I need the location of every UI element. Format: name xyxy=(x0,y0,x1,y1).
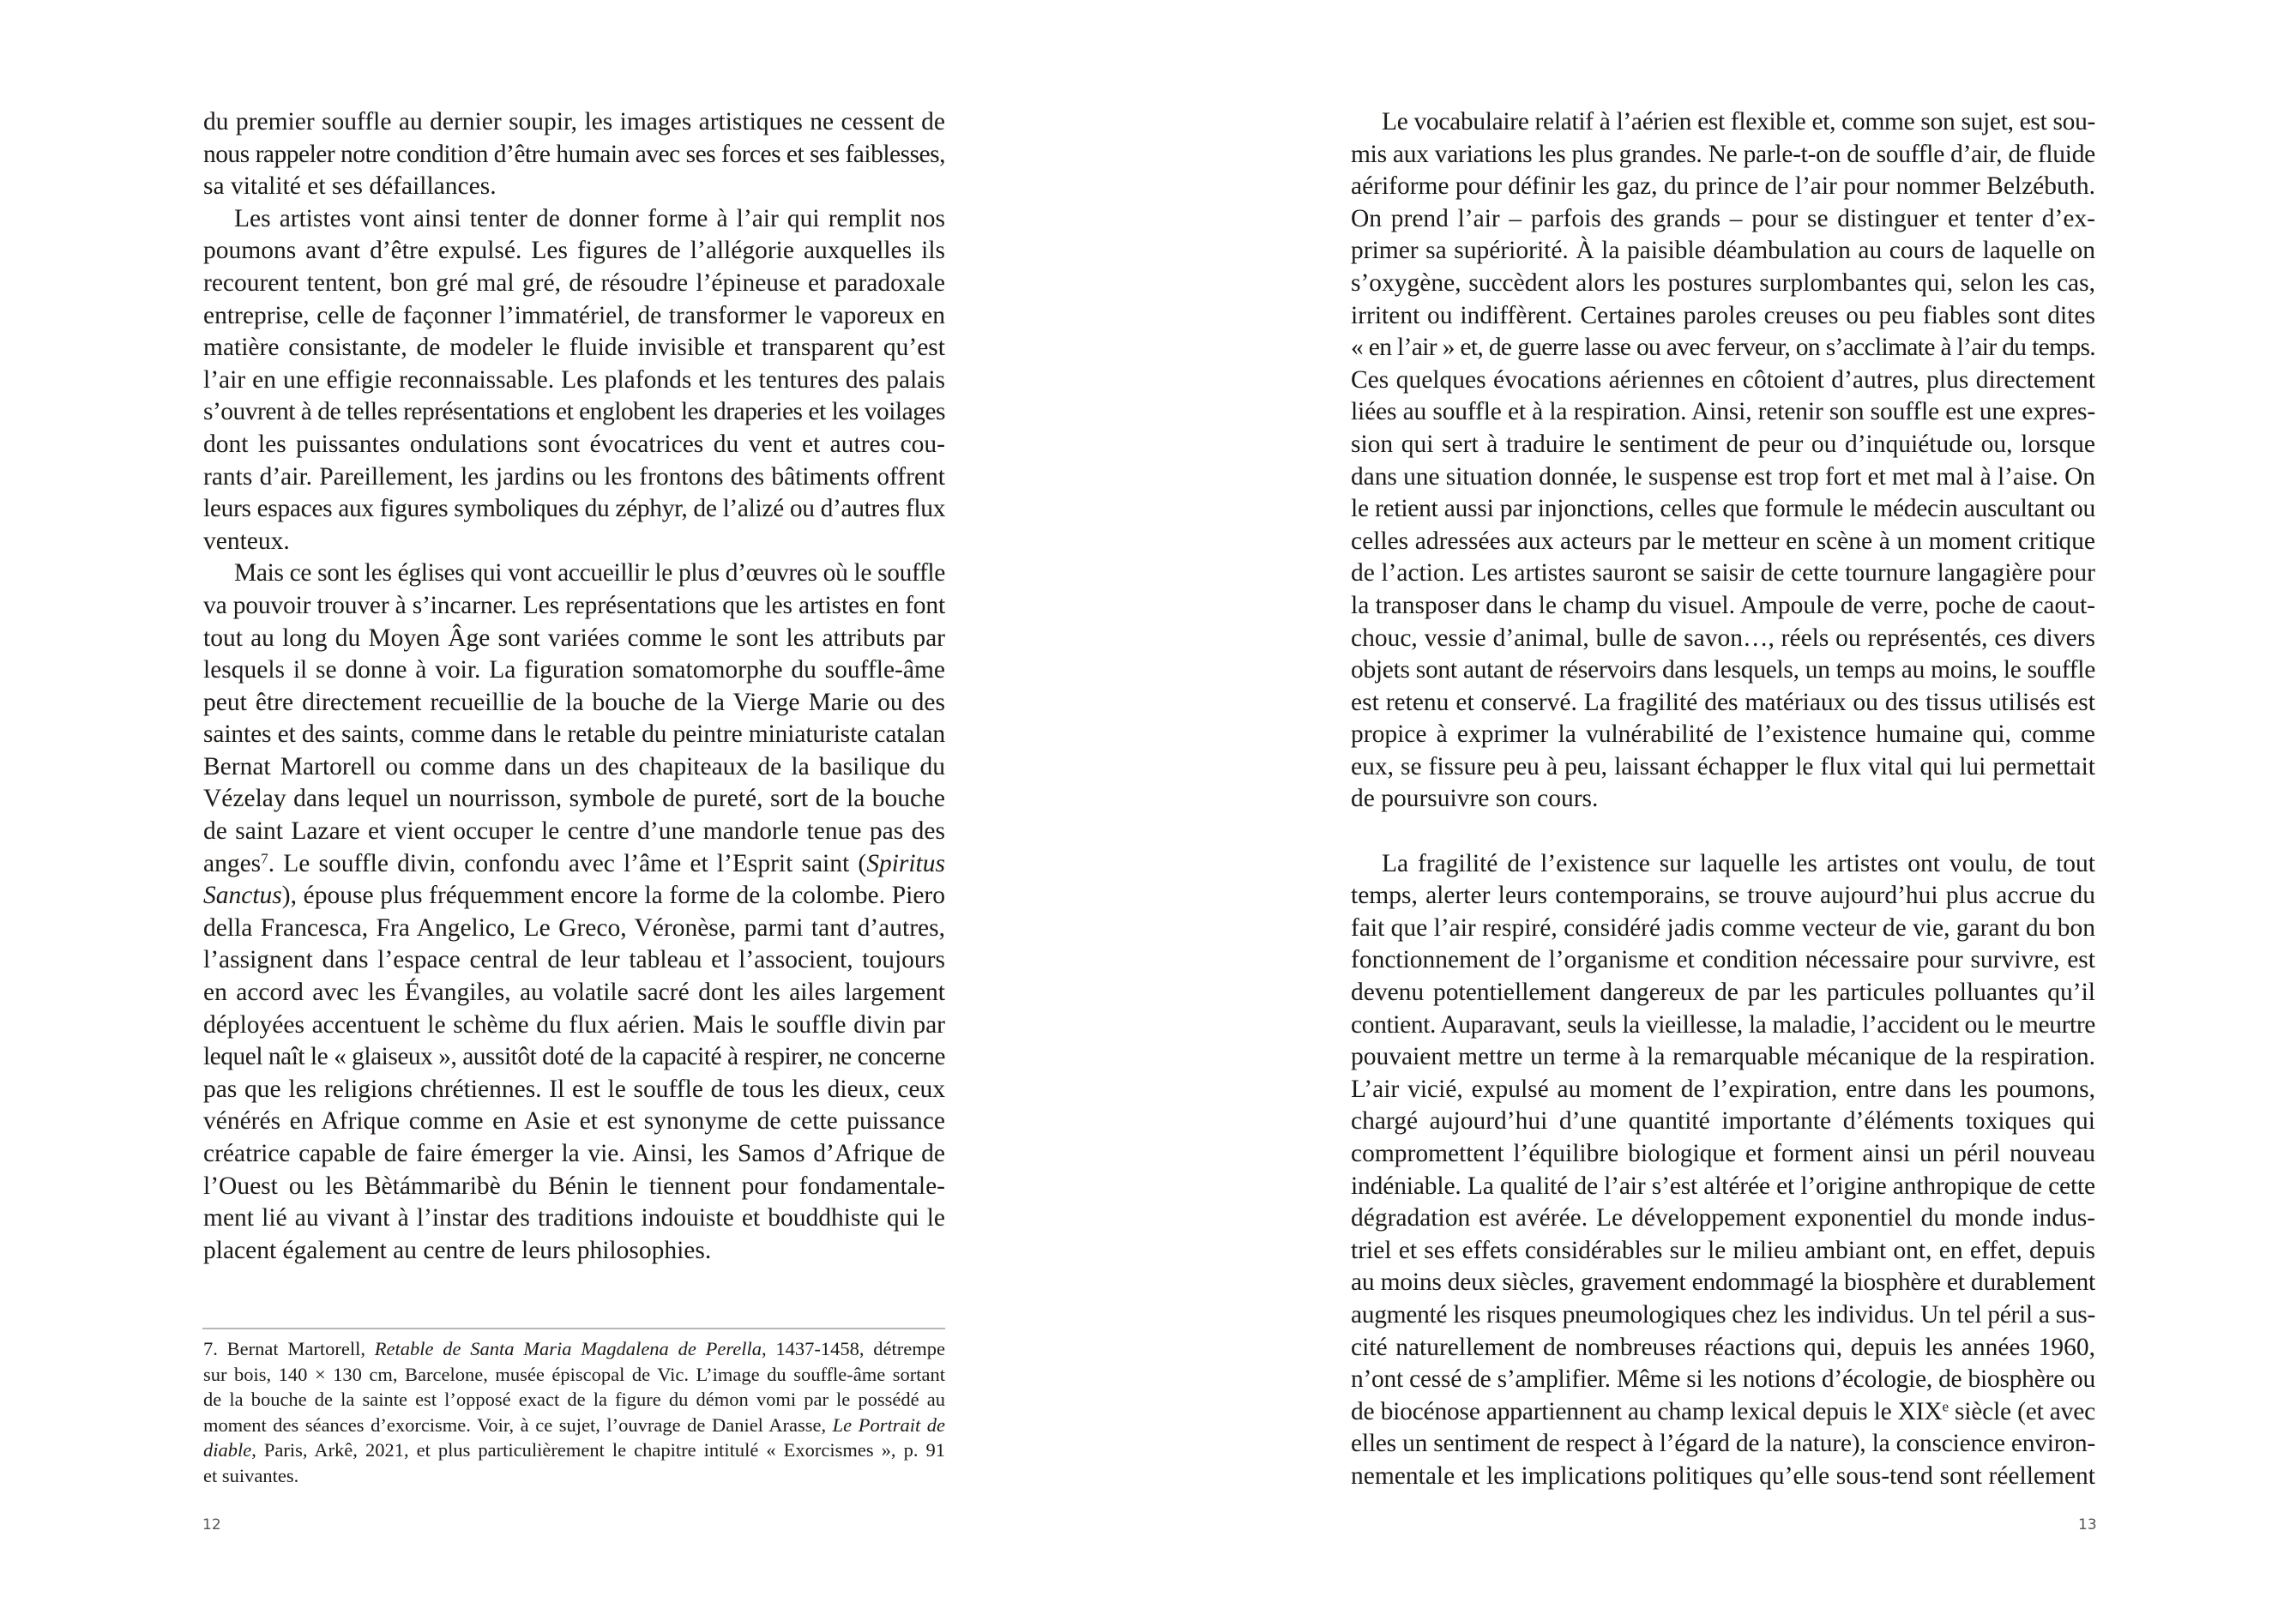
line-text: Mais ce sont les églises qui vont accueillir le plus d’œuvres où le souffle xyxy=(234,559,945,588)
line-text: va pouvoir trouver à s’incarner. Les représentations que les artistes en font xyxy=(203,591,945,619)
text-line xyxy=(203,461,945,494)
line-text: irritent ou indiffèrent. Certaines paroles creuses ou peu fiables sont dites xyxy=(1351,301,2095,329)
line-text: déployées accentuent le schème du flux aérien. Mais le souffle divin par xyxy=(203,1010,945,1039)
text-line xyxy=(203,944,945,977)
line-text: leurs espaces aux figures symboliques du zéphyr, de l’alizé ou d’autres flux xyxy=(203,495,945,523)
text-line xyxy=(203,203,945,236)
text-line xyxy=(1351,106,2095,139)
text-line xyxy=(1351,848,2095,881)
line-text: la transposer dans le champ du visuel. Ampoule de verre, poche de caout- xyxy=(1351,591,2095,619)
italic-text: Spiritus xyxy=(866,849,945,877)
text-line xyxy=(1351,1332,2095,1365)
text-line xyxy=(203,1235,945,1268)
text-line xyxy=(1351,235,2095,268)
text-line xyxy=(203,268,945,300)
line-text: augmenté les risques pneumologiques chez les individus. Un tel péril a sus- xyxy=(1351,1300,2095,1329)
page-number-right: 13 xyxy=(2078,1516,2097,1534)
text-line xyxy=(1351,557,2095,590)
text-line xyxy=(1351,526,2095,558)
footnote-line xyxy=(203,1387,945,1413)
line-text: venteux. xyxy=(203,527,290,555)
line-text: sa vitalité et ses défaillances. xyxy=(203,172,497,201)
text-line xyxy=(203,816,945,848)
text-line xyxy=(203,913,945,945)
line-text: pouvaient mettre un terme à la remarquable mécanique de la respiration. xyxy=(1351,1043,2095,1071)
text-line xyxy=(1351,268,2095,300)
line-text: l’Ouest ou les Bètámmaribè du Bénin le tiennent pour fondamentale- xyxy=(203,1172,945,1200)
line-text: dans une situation donnée, le suspense est trop fort et met mal à l’aise. On xyxy=(1351,462,2095,491)
text-line xyxy=(203,365,945,397)
line-text: est retenu et conservé. La fragilité des matériaux ou des tissus utilisés est xyxy=(1351,688,2095,716)
text-line xyxy=(1351,1396,2095,1429)
line-text: de poursuivre son cours. xyxy=(1351,785,1599,813)
line-text: aériforme pour définir les gaz, du prince de l’air pour nommer Belzébuth. xyxy=(1351,172,2095,201)
line-text: de l’action. Les artistes sauront se saisir de cette tournure langagière pour xyxy=(1351,559,2095,588)
line-text: « en l’air » et, de guerre lasse ou avec ferveur, on s’acclimate à l’air du temps. xyxy=(1351,334,2095,362)
text-line xyxy=(1351,977,2095,1009)
text-line xyxy=(203,848,945,881)
italic-title: Retable de Santa Maria Magdalena de Perella xyxy=(374,1338,762,1359)
text-line xyxy=(1351,880,2095,913)
line-text: Vézelay dans lequel un nourrisson, symbole de pureté, sort de la bouche xyxy=(203,785,945,813)
text-line xyxy=(203,687,945,720)
text-line xyxy=(203,1171,945,1203)
text-line xyxy=(1351,1267,2095,1299)
text-line xyxy=(1351,429,2095,461)
text-line xyxy=(1351,171,2095,203)
italic-title: diable xyxy=(203,1439,252,1461)
line-text: n’ont cessé de s’amplifier. Même si les notions d’écologie, de biosphère ou xyxy=(1351,1365,2095,1394)
text-line xyxy=(1351,1202,2095,1235)
text-line xyxy=(1351,1041,2095,1074)
line-text: de saint Lazare et vient occuper le centre d’une mandorle tenue pas des xyxy=(203,817,945,846)
footnote-text: moment des séances d’exorcisme. Voir, à ce sujet, l’ouvrage de Daniel Arasse, xyxy=(203,1413,833,1436)
line-text: lesquels il se donne à voir. La figuration somatomorphe du souffle-âme xyxy=(203,656,945,684)
footnote-line xyxy=(203,1336,945,1362)
line-text: de biocénose appartiennent au champ lexical depuis le XIX xyxy=(1351,1397,1943,1425)
line-text: temps, alerter leurs contemporains, se trouve aujourd’hui plus accrue du xyxy=(1351,882,2095,910)
text-line xyxy=(203,783,945,816)
text-line xyxy=(203,719,945,751)
line-text: vénérés en Afrique comme en Asie et est synonyme de cette puissance xyxy=(203,1107,945,1136)
line-text: triel et ses effets considérables sur le milieu ambiant ont, en effet, depuis xyxy=(1351,1236,2095,1264)
footnote-text: et suivantes. xyxy=(203,1464,299,1486)
line-text: dégradation est avérée. Le développement exponentiel du monde indus- xyxy=(1351,1204,2095,1232)
line-text: chouc, vessie d’animal, bulle de savon…, réels ou représentés, ces divers xyxy=(1351,624,2095,652)
line-text: peut être directement recueillie de la bouche de la Vierge Marie ou des xyxy=(203,688,945,716)
line-text: en accord avec les Évangiles, au volatile sacré dont les ailes largement xyxy=(203,979,945,1007)
line-text: propice à exprimer la vulnérabilité de l’existence humaine qui, comme xyxy=(1351,720,2095,749)
text-line xyxy=(1351,493,2095,526)
text-line xyxy=(1351,590,2095,623)
right-page-body-text xyxy=(1351,106,2095,1493)
text-line xyxy=(203,654,945,687)
line-text: eux, se fissure peu à peu, laissant échapper le flux vital qui lui permettait xyxy=(1351,752,2095,780)
line-text: L’air vicié, expulsé au moment de l’expiration, entre dans les poumons, xyxy=(1351,1075,2095,1103)
text-line xyxy=(203,526,945,558)
line-text: siècle (et avec xyxy=(1948,1397,2095,1425)
line-text: devenu potentiellement dangereux de par les particules polluantes qu’il xyxy=(1351,979,2095,1007)
line-text: fonctionnement de l’organisme et condition nécessaire pour survivre, est xyxy=(1351,946,2095,974)
line-text: fait que l’air respiré, considéré jadis comme vecteur de vie, garant du bon xyxy=(1351,913,2095,942)
line-text: nous rappeler notre condition d’être humain avec ses forces et ses faiblesses, xyxy=(203,140,945,168)
text-line xyxy=(1351,1138,2095,1171)
line-text: liées au souffle et à la respiration. Ainsi, retenir son souffle est une expres- xyxy=(1351,398,2095,426)
line-text: dont les puissantes ondulations sont évocatrices du vent et autres cou- xyxy=(203,430,945,458)
footnote-text: 7. Bernat Martorell, xyxy=(203,1338,375,1359)
paragraph-gap xyxy=(1351,816,2095,848)
line-text: rants d’air. Pareillement, les jardins ou les frontons des bâtiments offrent xyxy=(203,462,945,491)
text-line xyxy=(203,1202,945,1235)
text-line xyxy=(1351,1171,2095,1203)
text-line xyxy=(1351,139,2095,172)
footnote-reference-7[interactable]: 7 xyxy=(261,850,268,867)
footnote-separator-rule xyxy=(202,1328,945,1329)
footnote-text: , Paris, Arkê, 2021, et plus particulièrement le chapitre intitulé « Exorcismes », p. 91 xyxy=(251,1439,945,1461)
footnote-line xyxy=(203,1413,945,1438)
footnote-line xyxy=(203,1437,945,1463)
line-text: créatrice capable de faire émerger la vie. Ainsi, les Samos d’Afrique de xyxy=(203,1140,945,1167)
footnote-line xyxy=(203,1362,945,1388)
line-text: mis aux variations les plus grandes. Ne parle-t-on de souffle d’air, de fluide xyxy=(1351,140,2095,168)
line-text: sion qui sert à traduire le sentiment de peur ou d’inquiétude ou, lorsque xyxy=(1351,430,2095,458)
text-line xyxy=(1351,300,2095,333)
right-page xyxy=(1148,0,2296,1621)
text-line xyxy=(203,1138,945,1171)
line-text: s’oxygène, succèdent alors les postures surplombantes qui, selon les cas, xyxy=(1351,268,2095,297)
text-line xyxy=(203,1074,945,1106)
line-text: l’air en une effigie reconnaissable. Les plafonds et les tentures des palais xyxy=(203,365,945,394)
text-line xyxy=(1351,1428,2095,1461)
text-line xyxy=(1351,365,2095,397)
text-line xyxy=(203,880,945,913)
page-number-left: 12 xyxy=(202,1516,221,1534)
line-text: Ces quelques évocations aériennes en côtoient d’autres, plus directement xyxy=(1351,365,2095,394)
line-text: saintes et des saints, comme dans le retable du peintre miniaturiste catalan xyxy=(203,720,945,749)
text-line xyxy=(203,1041,945,1074)
text-line xyxy=(1351,396,2095,429)
text-line xyxy=(203,977,945,1009)
text-line xyxy=(203,332,945,365)
line-text: celles adressées aux acteurs par le metteur en scène à un moment critique xyxy=(1351,527,2095,555)
text-line xyxy=(1351,461,2095,494)
line-text: objets sont autant de réservoirs dans lesquels, un temps au moins, le souffle xyxy=(1351,656,2095,684)
line-text: Bernat Martorell ou comme dans un des chapiteaux de la basilique du xyxy=(203,752,945,780)
line-text: lequel naît le « glaiseux », aussitôt doté de la capacité à respirer, ne concerne xyxy=(203,1043,945,1071)
text-line xyxy=(203,235,945,268)
footnote-text: , 1437-1458, détrempe xyxy=(761,1338,945,1359)
line-text: le retient aussi par injonctions, celles que formule le médecin auscultant ou xyxy=(1351,495,2095,523)
text-line xyxy=(1351,1299,2095,1332)
footnote-text: de la bouche de la sainte est l’opposé exact de la figure du démon vomi par le possédé au xyxy=(203,1389,945,1411)
text-line xyxy=(203,751,945,784)
text-line xyxy=(203,396,945,429)
text-line xyxy=(1351,1106,2095,1138)
text-line xyxy=(203,1106,945,1138)
line-text: Le vocabulaire relatif à l’aérien est flexible et, comme son sujet, est sou- xyxy=(1382,108,2096,136)
left-page-body-text xyxy=(203,106,945,1267)
line-text: ), épouse plus fréquemment encore la forme de la colombe. Piero xyxy=(281,882,945,910)
line-text: cité naturellement de nombreuses réactions qui, depuis les années 1960, xyxy=(1351,1333,2095,1361)
line-text: s’ouvrent à de telles représentations et englobent les draperies et les voilages xyxy=(203,398,945,426)
line-text: entreprise, celle de façonner l’immatériel, de transformer le vaporeux en xyxy=(203,301,945,329)
line-text: indéniable. La qualité de l’air s’est altérée et l’origine anthropique de cette xyxy=(1351,1172,2095,1200)
superscript: e xyxy=(1942,1398,1949,1415)
line-text: On prend l’air – parfois des grands – pour se distinguer et tenter d’ex- xyxy=(1351,204,2095,232)
text-line xyxy=(203,171,945,203)
line-text: l’assignent dans l’espace central de leur tableau et l’associent, toujours xyxy=(203,946,945,974)
text-line xyxy=(1351,1009,2095,1042)
line-text: recourent tentent, bon gré mal gré, de résoudre l’épineuse et paradoxale xyxy=(203,268,945,297)
line-text: nementale et les implications politiques qu’elle sous-tend sont réellement xyxy=(1351,1461,2095,1490)
footnote-line xyxy=(203,1463,945,1489)
text-line xyxy=(203,493,945,526)
text-line xyxy=(203,590,945,623)
footnote-7 xyxy=(203,1336,945,1489)
text-line xyxy=(1351,623,2095,655)
text-line xyxy=(1351,719,2095,751)
line-text: . Le souffle divin, confondu avec l’âme et l’Esprit saint ( xyxy=(268,849,867,877)
text-line xyxy=(1351,1074,2095,1106)
text-line xyxy=(203,106,945,139)
text-line xyxy=(203,429,945,461)
text-line xyxy=(1351,783,2095,816)
text-line xyxy=(1351,654,2095,687)
text-line xyxy=(1351,1235,2095,1268)
text-line xyxy=(1351,751,2095,784)
line-text: contient. Auparavant, seuls la vieillesse, la maladie, l’accident ou le meurtre xyxy=(1351,1010,2095,1039)
line-text: della Francesca, Fra Angelico, Le Greco, Véronèse, parmi tant d’autres, xyxy=(203,913,945,942)
line-text: pas que les religions chrétiennes. Il est le souffle de tous les dieux, ceux xyxy=(203,1075,945,1103)
text-line xyxy=(1351,1461,2095,1493)
text-line xyxy=(203,300,945,333)
line-text: au moins deux siècles, gravement endommagé la biosphère et durablement xyxy=(1351,1268,2095,1297)
footnote-text: sur bois, 140 × 130 cm, Barcelone, musée épiscopal de Vic. L’image du souffle-âme sortant xyxy=(203,1363,945,1385)
text-line xyxy=(203,1009,945,1042)
line-text: poumons avant d’être expulsé. Les figures de l’allégorie auxquelles ils xyxy=(203,237,945,265)
line-text: La fragilité de l’existence sur laquelle les artistes ont voulu, de tout xyxy=(1382,849,2095,877)
line-text: tout au long du Moyen Âge sont variées comme le sont les attributs par xyxy=(203,624,945,652)
line-text: du premier souffle au dernier soupir, les images artistiques ne cessent de xyxy=(203,108,945,136)
italic-title: Le Portrait de xyxy=(832,1413,946,1436)
text-line xyxy=(1351,332,2095,365)
text-line xyxy=(1351,944,2095,977)
text-line xyxy=(1351,1364,2095,1396)
line-text: matière consistante, de modeler le fluide invisible et transparent qu’est xyxy=(203,334,945,362)
text-line xyxy=(203,623,945,655)
text-line xyxy=(1351,203,2095,236)
line-text: Les artistes vont ainsi tenter de donner forme à l’air qui remplit nos xyxy=(234,204,945,232)
text-line xyxy=(203,557,945,590)
line-text: chargé aujourd’hui d’une quantité importante d’éléments toxiques qui xyxy=(1351,1107,2095,1136)
line-text: compromettent l’équilibre biologique et forment ainsi un péril nouveau xyxy=(1351,1140,2095,1167)
text-line xyxy=(1351,687,2095,720)
text-line xyxy=(203,139,945,172)
line-text: anges xyxy=(203,849,262,877)
line-text: placent également au centre de leurs philosophies. xyxy=(203,1236,712,1264)
italic-text: Sanctus xyxy=(203,882,282,910)
line-text: elles un sentiment de respect à l’égard de la nature), la conscience environ- xyxy=(1351,1430,2095,1458)
line-text: ment lié au vivant à l’instar des traditions indouiste et bouddhiste qui le xyxy=(203,1204,945,1232)
text-line xyxy=(1351,913,2095,945)
line-text: primer sa supériorité. À la paisible déambulation au cours de laquelle on xyxy=(1351,237,2095,265)
